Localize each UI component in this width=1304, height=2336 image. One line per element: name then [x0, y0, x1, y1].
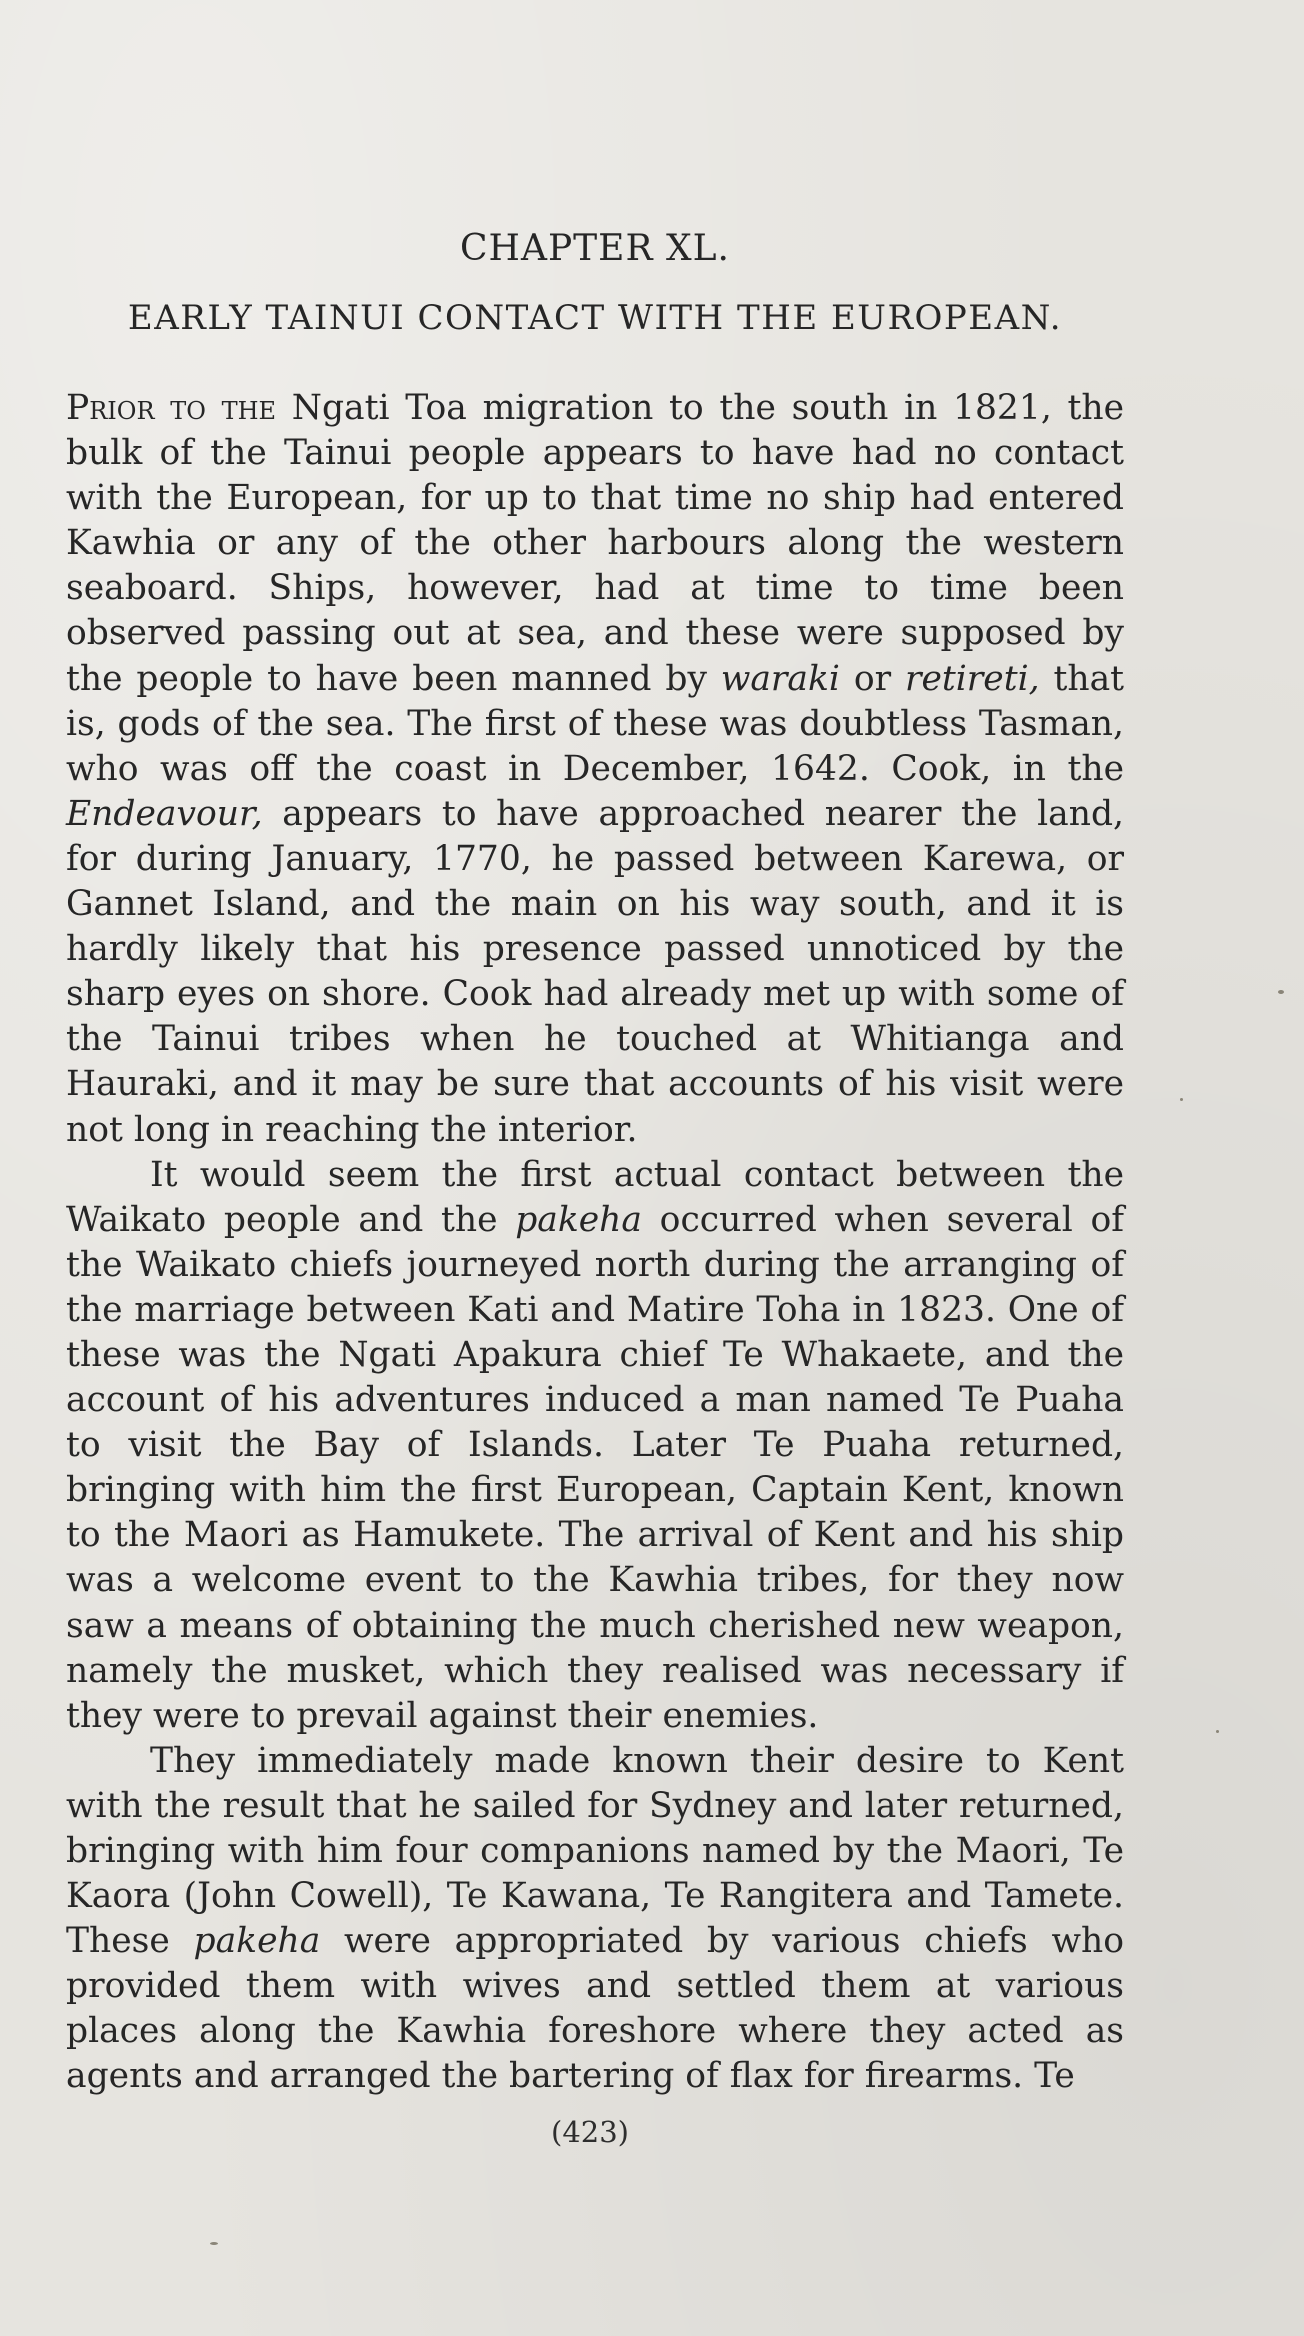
paragraph-text: occurred when several of the Waikato chiefs journeyed north during the arranging of the marriage between Kati and Matire Toha in 1823. One of these was the Ngati Apakura chief Te Whakaete, and the account of his adventures induced a man named Te Puaha to visit the Bay of Islands. Later Te Puaha returned, bringing with him the first European, Captain Kent, known to the Maori as Hamukete. The arrival of Kent and his ship was a welcome event to the Kawhia tribes, for they now saw a means of obtaining the much cherished new weapon, namely the musket, which they realised was necessary if they were to prevail against their enemies.	[66, 1199, 1124, 1736]
paper-speck	[210, 2242, 218, 2245]
italic-term: pakeha	[193, 1921, 321, 1962]
paragraph-text: It would seem the first actual contact between the Waikato people and the	[66, 1154, 1124, 1240]
italic-term: waraki	[720, 658, 840, 699]
paragraph-text: were appropriated by various chiefs who provided them with wives and settled them at various places along the Kawhia foreshore where they acted as agents and arranged the bartering of flax for firearms. Te	[66, 1921, 1124, 2097]
chapter-title: EARLY TAINUI CONTACT WITH THE EUROPEAN.	[127, 298, 1063, 338]
chapter-number: CHAPTER XL.	[460, 228, 730, 269]
ship-name: Endeavour,	[66, 793, 263, 834]
italic-term: pakeha	[515, 1199, 642, 1240]
paragraph-text: that is, gods of the sea. The first of these was doubtless Tasman, who was off the coast in December, 1642. Cook, in the	[66, 658, 1125, 789]
body-text	[66, 386, 1124, 2100]
paragraph-text: Ngati Toa migration to the south in 1821, the bulk of the Tainui people appears to have had no contact with the European, for up to that time no ship had entered Kawhia or any of the other harbours along the western seaboard. Ships, however, had at time to time been observed passing out at sea, and these were supposed by the people to have been manned by	[66, 388, 1124, 699]
page-number: (423)	[551, 2115, 629, 2149]
paragraph-text: They immediately made known their desire to Kent with the result that he sailed for Sydney and later returned, bringing with him four companions named by the Maori, Te Kaora (John Cowell), Te Kawana, Te Rangitera and Tamete. These	[66, 1740, 1124, 1962]
italic-term: retireti,	[905, 658, 1040, 699]
paper-speck	[1216, 1730, 1219, 1733]
paragraph-text: appears to have approached nearer the land, for during January, 1770, he passed between Karewa, or Gannet Island, and the main on his way south, and it is hardly likely that his presence passed unnoticed by the sharp eyes on shore. Cook had already met up with some of the Tainui tribes when he touched at Whitianga and Hauraki, and it may be sure that accounts of his visit were not long in reaching the interior.	[66, 793, 1124, 1150]
paragraph-3	[66, 1739, 1124, 2100]
paragraph-1	[66, 386, 1124, 1153]
paragraph-text: or	[839, 658, 905, 699]
paper-speck	[1278, 990, 1284, 994]
paragraph-lead-in: Prior to the	[66, 388, 277, 428]
paragraph-2	[66, 1153, 1124, 1739]
paper-speck	[1180, 1098, 1183, 1101]
